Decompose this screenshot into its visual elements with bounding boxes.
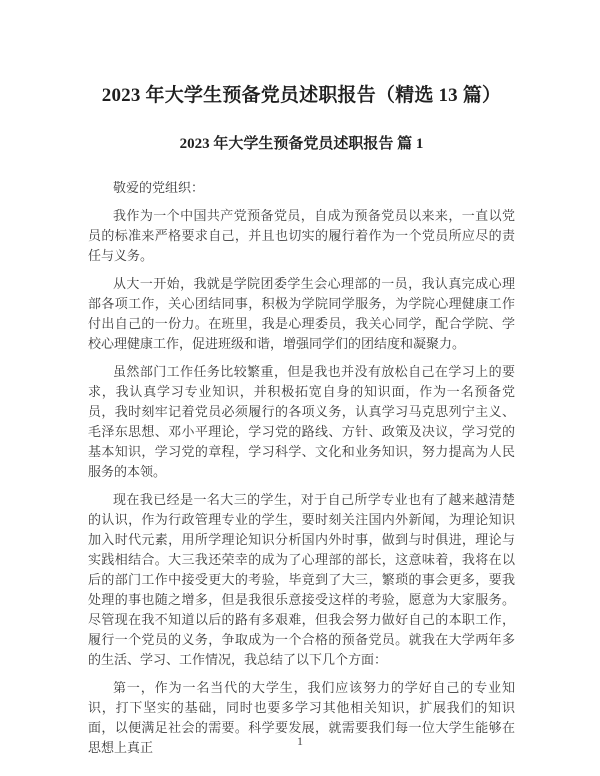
section-heading: 2023 年大学生预备党员述职报告 篇 1 bbox=[179, 136, 424, 152]
paragraph-2: 从大一开始，我就是学院团委学生会心理部的一员，我认真完成心理部各项工作，关心团结同事，积极为学院同学服务，为学院心理健康工作付出自己的一份力。在班里，我是心理委员，我关心同学，配合学院、学校心理健康工作，促进班级和谐，增强同学们的团结度和凝聚力。 bbox=[88, 276, 515, 351]
document-title: 2023 年大学生预备党员述职报告（精选 13 篇） bbox=[101, 85, 502, 106]
paragraph-3: 虽然部门工作任务比较繁重，但是我也并没有放松自己在学习上的要求，我认真学习专业知识，并积极拓宽自身的知识面，作为一名预备党员，我时刻牢记着党员必须履行的各项义务，认真学习马克思列宁主义、毛泽东思想、邓小平理论，学习党的路线、方针、政策及决议，学习党的基本知识，学习党的章程，学习科学、文化和业务知识，努力提高为人民服务的本领。 bbox=[88, 364, 515, 479]
paragraph-5: 第一，作为一名当代的大学生，我们应该努力的学好自己的专业知识，打下坚实的基础，同时也要多学习其他相关知识，扩展我们的知识面，以便满足社会的需要。科学要发展，就需要我们每一位大学生能够在思想上真正 bbox=[88, 680, 515, 755]
page-number: 1 bbox=[297, 734, 303, 748]
paragraph-1: 我作为一个中国共产党预备党员，自成为预备党员以来来，一直以党员的标准来严格要求自己，并且也切实的履行着作为一个党员所应尽的责任与义务。 bbox=[88, 208, 515, 263]
greeting-line: 敬爱的党组织： bbox=[113, 180, 205, 195]
document-body bbox=[88, 178, 515, 758]
paragraph-4: 现在我已经是一名大三的学生，对于自己所学专业也有了越来越清楚的认识，作为行政管理专业的学生，要时刻关注国内外新闻，为理论知识加入时代元素，用所学理论知识分析国内外时事，做到与时俱进，理论与实践相结合。大三我还荣幸的成为了心理部的部长，这意味着，我将在以后的部门工作中接受更大的考验，毕竟到了大三，繁琐的事会更多，要我处理的事也随之增多，但是我很乐意接受这样的考验，愿意为大家服务。尽管现在我不知道以后的路有多艰难，但我会努力做好自己的本职工作，履行一个党员的义务，争取成为一个合格的预备党员。就我在大学两年多的生活、学习、工作情况，我总结了以下几个方面： bbox=[88, 492, 515, 667]
